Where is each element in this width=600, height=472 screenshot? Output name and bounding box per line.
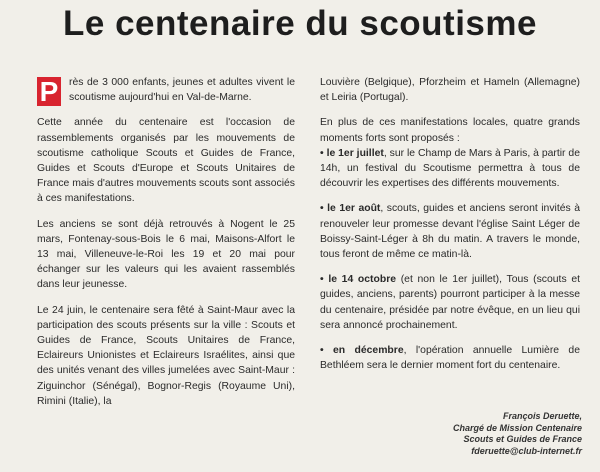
article-title: Le centenaire du scoutisme [63,4,537,43]
dropcap: P [37,77,61,106]
bullet-decembre-date: • en décembre [320,345,404,357]
bullet-octobre [320,272,580,333]
signature-name: François Deruette, [502,411,582,421]
paragraph-moments: En plus de ces manifestations locales, quatre grands moments forts sont proposés : [320,117,580,144]
intro-paragraph [37,75,295,105]
bullet-octobre-text: (et non le 1er juillet), Tous (scouts et guides, anciens, parents) pourront participer à la messe du centenaire, présidée par notre évêque, en un lieu qui sera annoncé prochainement. [320,274,580,331]
signature-role: Chargé de Mission Centenaire [452,422,582,433]
signature-org: Scouts et Guides de France [463,434,582,444]
paragraph-cities: Louvière (Belgique), Pforzheim et Hameln (Allemagne) et Leiria (Portugal). [320,77,580,104]
paragraph-centenary: Cette année du centenaire est l'occasion de rassemblements organisés par les mouvements de scoutisme catholique Scouts et Guides de France, Guides et Scouts d'Europe et Scouts Unitaires de France mais d'autres mouvements scouts sont associés à ces manifestations. [37,117,295,205]
signature-block [453,411,582,457]
intro-text: rès de 3 000 enfants, jeunes et adultes vivent le scoutisme aujourd'hui en Val-de-Marne. [69,77,295,104]
bullet-octobre-date: • le 14 octobre [320,274,397,286]
bullet-aout-date: • le 1er août [320,203,381,215]
paragraph-saint-maur: Le 24 juin, le centenaire sera fêté à Saint-Maur avec la participation des scouts présents sur la ville : Scouts et Guides de France, Scouts Unitaires de France, Eclaireurs Unionistes et Eclaireurs Israélites, ainsi que des unités venant des villes jumelées avec Saint-Maur : Ziguinchor (Sénégal), Bognor-Regis (Royaume Uni), Rimini (Italie), la [37,304,295,407]
bullet-aout [320,201,580,262]
bullet-juillet [320,146,580,192]
right-column [320,75,580,383]
bullet-juillet-text: , sur le Champ de Mars à Paris, à partir de 14h, un festival du Scoutisme permettra à tous de découvrir les expertises des différents mouvements. [320,147,580,190]
bullet-decembre [320,343,580,373]
left-column [37,75,295,419]
bullet-aout-text: , scouts, guides et anciens seront invités à renouveler leur promesse devant l'église Saint Léger de Boissy-Saint-Léger à 8h du matin. A travers le monde, tous feront de même ce matin-là. [320,203,580,261]
bullet-decembre-text: , l'opération annuelle Lumière de Bethléem sera le dernier moment fort du centenaire. [320,345,580,372]
paragraph-anciens: Les anciens se sont déjà retrouvés à Nogent le 25 mars, Fontenay-sous-Bois le 6 mai, Maisons-Alfort le 13 mai, Villeneuve-le-Roi les 19 et 20 mai pour échanger sur les valeurs qui les avaient rassemblés dans leur jeunesse. [37,218,295,291]
bullet-juillet-date: • le 1er juillet [320,147,384,159]
signature-email: fderuette@club-internet.fr [471,445,582,456]
